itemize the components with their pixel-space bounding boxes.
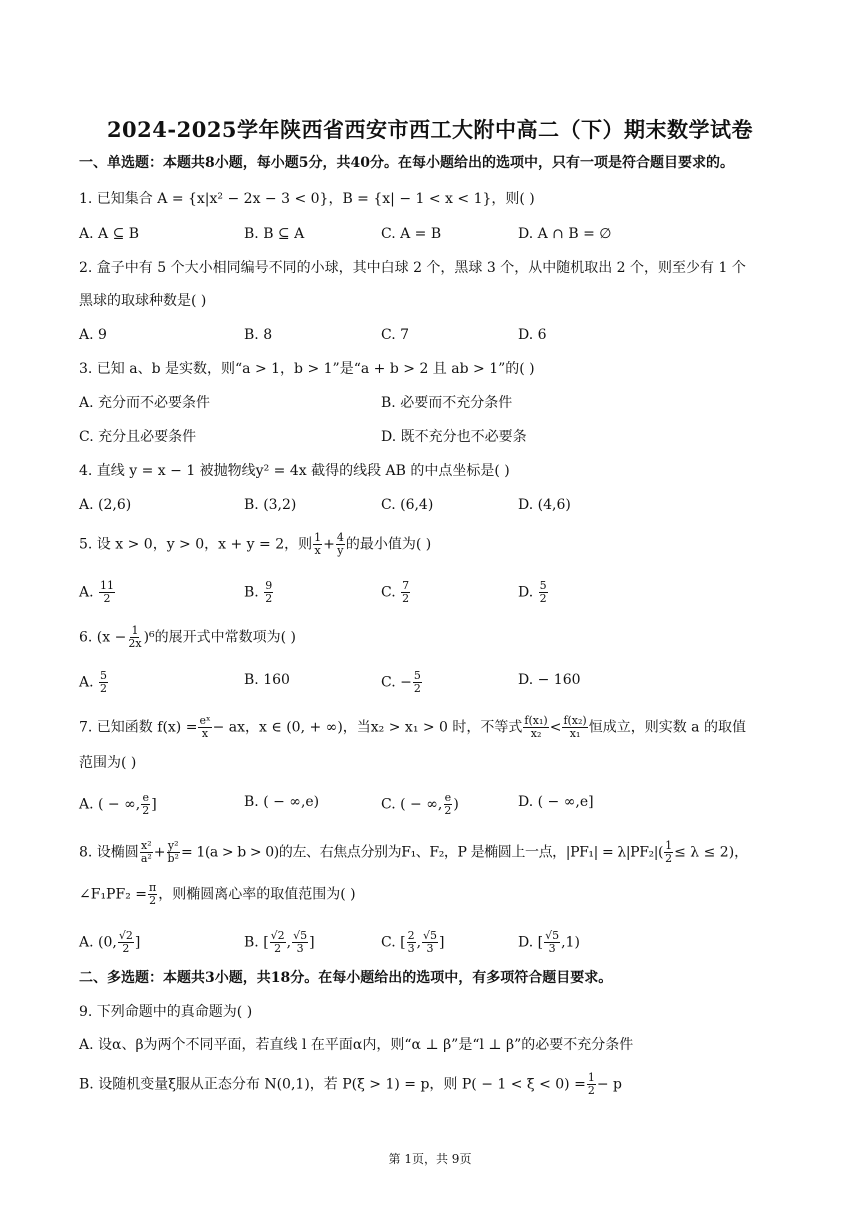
q1-option-b: B. B ⊆ A xyxy=(244,226,305,242)
frac-den: 3 xyxy=(426,942,434,955)
q7-fraction-ex xyxy=(198,715,211,740)
frac-den: x xyxy=(201,727,209,740)
frac-num: 5 xyxy=(539,579,547,592)
frac-num: 2 xyxy=(407,929,415,942)
option-fraction xyxy=(539,580,548,605)
frac-num: √2 xyxy=(118,929,133,942)
q7-option-a xyxy=(79,792,157,817)
option-fraction xyxy=(292,930,308,955)
frac-den: x xyxy=(314,544,321,557)
frac-num: 1 xyxy=(665,839,673,852)
option-text-end: ) xyxy=(453,796,459,813)
frac-num: y² xyxy=(167,839,179,852)
q6-option-c xyxy=(381,670,423,695)
q6-stem xyxy=(79,625,790,650)
q8-stem-text-mid: = 1(a > b > 0)的左、右焦点分别为F₁、F₂，P 是椭圆上一点，|PF₁| = λ|PF₂|( xyxy=(180,844,664,861)
option-fraction xyxy=(407,930,416,955)
frac-den: 2 xyxy=(444,804,452,817)
q6-option-a xyxy=(79,670,109,695)
q8-stem-text: 8. 设椭圆 xyxy=(79,844,139,861)
q9-option-a: A. 设α、β为两个不同平面，若直线 l 在平面α内，则“α ⊥ β”是“l ⊥ β”的必要不充分条件 xyxy=(79,1037,634,1053)
q6-stem-text-end: )⁶的展开式中常数项为( ) xyxy=(143,629,297,646)
q4-stem: 4. 直线 y = x − 1 被抛物线y² = 4x 截得的线段 AB 的中点坐标是( ) xyxy=(79,463,510,479)
q5-stem-text-end: 的最小值为( ) xyxy=(345,536,432,553)
q6-stem-text: 6. (x − xyxy=(79,629,127,646)
option-letter: D. xyxy=(518,584,534,601)
q7-stem xyxy=(79,715,790,740)
q2-option-d: D. 6 xyxy=(518,327,547,343)
q3-stem: 3. 已知 a、b 是实数，则“a > 1，b > 1”是“a + b > 2 且 ab > 1”的( ) xyxy=(79,361,535,377)
frac-num: 7 xyxy=(402,579,410,592)
frac-den: 2 xyxy=(103,592,111,605)
frac-den: 3 xyxy=(296,942,304,955)
option-text: C. [ xyxy=(381,934,406,951)
q8-stem-cont xyxy=(79,882,790,907)
option-fraction xyxy=(141,792,150,817)
q8-angle-text: ∠F₁PF₂ = xyxy=(79,886,147,903)
q8-plus: + xyxy=(153,844,166,861)
option-comma: , xyxy=(416,934,422,951)
frac-num: 9 xyxy=(265,579,273,592)
option-letter: C. xyxy=(381,584,396,601)
q8-option-c xyxy=(381,930,445,955)
frac-den: 2 xyxy=(665,852,673,865)
q9-stem: 9. 下列命题中的真命题为( ) xyxy=(79,1004,253,1020)
q2-stem-cont: 黑球的取球种数是( ) xyxy=(79,293,207,309)
frac-num: 11 xyxy=(100,579,115,592)
frac-num: √5 xyxy=(293,929,308,942)
q2-option-b: B. 8 xyxy=(244,327,273,343)
q5-stem-text: 5. 设 x > 0，y > 0，x + y = 2，则 xyxy=(79,536,313,553)
frac-den: 2 xyxy=(539,592,547,605)
q5-fraction-1 xyxy=(313,532,322,557)
q8-option-a xyxy=(79,930,140,955)
option-letter: C. − xyxy=(381,674,412,691)
frac-den: 2 xyxy=(402,592,410,605)
q7-option-b: B. ( − ∞,e) xyxy=(244,794,320,810)
frac-num: eˣ xyxy=(199,714,211,727)
q2-option-c: C. 7 xyxy=(381,327,410,343)
frac-den: 2 xyxy=(413,682,421,695)
frac-num: √2 xyxy=(270,929,285,942)
q4-option-d: D. (4,6) xyxy=(518,497,571,513)
option-letter: B. xyxy=(244,584,259,601)
q3-option-c: C. 充分且必要条件 xyxy=(79,429,197,445)
frac-num: 1 xyxy=(587,1071,595,1084)
frac-den: b² xyxy=(167,852,179,865)
q3-option-d: D. 既不充分也不必要条 xyxy=(381,429,527,445)
q7-option-c xyxy=(381,792,459,817)
q8-fraction-x xyxy=(140,840,153,865)
option-letter: A. xyxy=(79,584,94,601)
option-text: C. ( − ∞, xyxy=(381,796,443,813)
q5-option-b xyxy=(244,580,274,605)
frac-den: 2x xyxy=(128,637,142,650)
option-text: A. (0, xyxy=(79,934,117,951)
q8-stem xyxy=(79,840,748,865)
option-fraction xyxy=(587,1072,596,1097)
q8-fraction-pi xyxy=(148,882,157,907)
q8-stem-text-end: ≤ λ ≤ 2)， xyxy=(674,844,749,861)
option-fraction xyxy=(413,670,422,695)
q6-fraction xyxy=(127,625,142,650)
option-text: B. 设随机变量ξ服从正态分布 N(0,1)，若 P(ξ > 1) = p，则 P( − 1 < ξ < 0) = xyxy=(79,1076,586,1093)
option-fraction xyxy=(99,580,115,605)
frac-num: √5 xyxy=(545,929,560,942)
q5-fraction-2 xyxy=(336,532,345,557)
option-comma: , xyxy=(286,934,292,951)
option-fraction xyxy=(544,930,560,955)
q1-stem: 1. 已知集合 A = {x|x² − 2x − 3 < 0}，B = {x| − 1 < x < 1}，则( ) xyxy=(79,191,535,207)
q8-fraction-y xyxy=(167,840,180,865)
q5-option-d xyxy=(518,580,549,605)
q2-option-a: A. 9 xyxy=(79,327,107,343)
frac-den: x₁ xyxy=(569,727,581,740)
option-text-end: ,1) xyxy=(561,934,580,951)
q5-option-a xyxy=(79,580,116,605)
exam-title: 2024-2025学年陕西省西安市西工大附中高二（下）期末数学试卷 xyxy=(106,117,754,142)
q5-stem: 5. 设 x > 0，y > 0，x + y = 2，则 $\frac{1}{x}$ + $\frac{4}{y}$ 的最小值为( ) xyxy=(79,531,432,557)
q7-stem-text-mid: − ax，x ∈ (0, + ∞)，当x₂ > x₁ > 0 时，不等式 xyxy=(212,719,523,736)
option-text: A. ( − ∞, xyxy=(79,796,141,813)
q4-option-a: A. (2,6) xyxy=(79,497,132,513)
q8-option-b xyxy=(244,930,315,955)
q1-option-c: C. A = B xyxy=(381,226,442,242)
frac-den: x₂ xyxy=(530,727,542,740)
q1-option-d: D. A ∩ B = ∅ xyxy=(518,226,612,242)
q4-option-b: B. (3,2) xyxy=(244,497,297,513)
option-fraction xyxy=(264,580,273,605)
frac-num: 5 xyxy=(100,669,108,682)
option-fraction xyxy=(270,930,286,955)
frac-num: e xyxy=(444,791,452,804)
frac-den: 2 xyxy=(149,894,157,907)
q7-option-d: D. ( − ∞,e] xyxy=(518,794,594,810)
q8-stem-cont-end: ，则椭圆离心率的取值范围为( ) xyxy=(158,886,356,903)
option-text-end: ] xyxy=(439,934,445,951)
frac-num: x² xyxy=(140,839,152,852)
option-text-end: ] xyxy=(151,796,157,813)
q1-option-a: A. A ⊆ B xyxy=(79,226,140,242)
q5-option-c xyxy=(381,580,411,605)
frac-den: 2 xyxy=(274,942,282,955)
option-text-end: ] xyxy=(134,934,141,951)
option-text: D. [ xyxy=(518,934,544,951)
frac-den: 3 xyxy=(548,942,556,955)
frac-den: 2 xyxy=(122,942,130,955)
frac-den: y xyxy=(337,544,344,557)
option-fraction xyxy=(443,792,452,817)
q3-option-b: B. 必要而不充分条件 xyxy=(381,395,513,411)
option-text-end: − p xyxy=(596,1076,622,1093)
frac-num: f(x₁) xyxy=(524,714,548,727)
q7-fraction-left xyxy=(523,715,548,740)
frac-den: 3 xyxy=(407,942,415,955)
option-text-end: ] xyxy=(309,934,315,951)
frac-num: f(x₂) xyxy=(563,714,587,727)
q7-less-than: < xyxy=(549,719,562,736)
q7-fraction-right xyxy=(562,715,587,740)
frac-den: 2 xyxy=(265,592,273,605)
frac-den: a² xyxy=(140,852,152,865)
frac-num: √5 xyxy=(423,929,438,942)
q2-stem: 2. 盒子中有 5 个大小相同编号不同的小球，其中白球 2 个，黑球 3 个，从中随机取出 2 个，则至少有 1 个 xyxy=(79,260,746,276)
frac-num: 1 xyxy=(314,531,322,544)
frac-num: 4 xyxy=(336,531,344,544)
option-fraction xyxy=(118,930,134,955)
frac-den: 2 xyxy=(142,804,150,817)
q6-option-b: B. 160 xyxy=(244,672,290,688)
option-fraction xyxy=(99,670,108,695)
frac-num: π xyxy=(148,881,157,894)
option-fraction xyxy=(422,930,438,955)
option-letter: A. xyxy=(79,674,94,691)
q6-option-d: D. − 160 xyxy=(518,672,581,688)
section-1-heading: 一、单选题：本题共8小题，每小题5分，共40分。在每小题给出的选项中，只有一项是符合题目要求的。 xyxy=(79,155,734,171)
q9-option-b xyxy=(79,1072,790,1097)
frac-den: 2 xyxy=(587,1084,595,1097)
frac-num: 1 xyxy=(131,624,139,637)
q7-stem-text: 7. 已知函数 f(x) = xyxy=(79,719,198,736)
option-text: B. [ xyxy=(244,934,269,951)
frac-den: 2 xyxy=(100,682,108,695)
section-2-heading: 二、多选题：本题共3小题，共18分。在每小题给出的选项中，有多项符合题目要求。 xyxy=(79,970,613,986)
q7-stem-text-end: 恒成立，则实数 a 的取值 xyxy=(588,719,746,736)
option-fraction xyxy=(401,580,410,605)
frac-num: e xyxy=(142,791,149,804)
frac-num: 5 xyxy=(413,669,421,682)
q3-option-a: A. 充分而不必要条件 xyxy=(79,395,211,411)
q8-fraction-half xyxy=(664,840,673,865)
page-footer: 第 1页，共 9页 xyxy=(388,1152,472,1166)
q7-stem-cont: 范围为( ) xyxy=(79,755,137,771)
q8-option-d xyxy=(518,930,580,955)
q4-option-c: C. (6,4) xyxy=(381,497,434,513)
